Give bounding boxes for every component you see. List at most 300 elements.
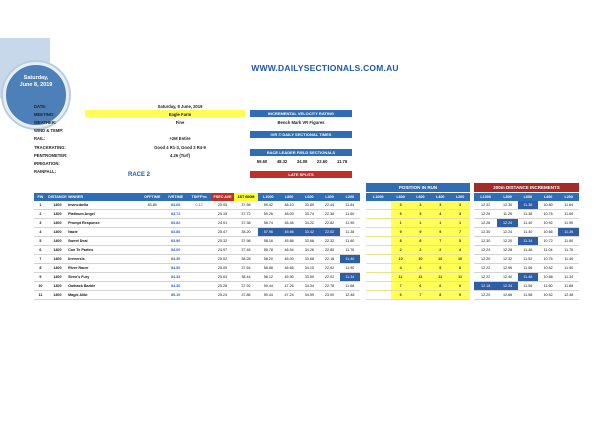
position-cell: 10 (391, 255, 411, 264)
result-cell-tdiff (187, 282, 210, 291)
increment-cell: 12.20 (474, 255, 497, 264)
position-row (366, 219, 470, 228)
distance-increments-header: 200m DISTANCE INCREMENTS (474, 183, 579, 192)
result-cell-l600: 33.68 (299, 255, 319, 264)
result-row[interactable] (34, 210, 360, 219)
result-cell-fsec: 25.28 (211, 282, 234, 291)
result-cell-ivr: 84.50 (164, 264, 187, 273)
position-row (366, 291, 470, 300)
result-cell-l200: 11.90 (340, 219, 360, 228)
result-cell-fsec: 25.47 (211, 228, 234, 237)
position-cell: 8 (391, 237, 411, 246)
result-cell-l200: 11.68 (340, 282, 360, 291)
increment-cell: 12.28 (474, 219, 497, 228)
position-cell (366, 264, 391, 273)
result-cell-l1000: 59.42 (258, 201, 279, 210)
result-cell-l200: 11.40 (340, 255, 360, 264)
position-column-header[interactable]: L1000 (366, 193, 391, 201)
result-cell-fin: 1 (34, 201, 47, 210)
position-header-row (366, 193, 470, 201)
increment-cell: 12.22 (474, 273, 497, 282)
result-cell-fsec: 24.97 (211, 246, 234, 255)
leader-split-l600: 34.09 (296, 159, 308, 164)
result-cell-l800: 46.66 (279, 264, 299, 273)
result-cell-l200: 11.34 (340, 273, 360, 282)
result-cell-ivr: 83.68 (164, 201, 187, 210)
result-cell-fin: 3 (34, 219, 47, 228)
info-value: 4.26 (Turf) (170, 152, 190, 158)
result-cell-ivr: 83.72 (164, 210, 187, 219)
position-cell (366, 273, 391, 282)
result-cell-fsec: 25.02 (211, 255, 234, 264)
result-cell-l1000: 58.74 (258, 219, 279, 228)
position-cell: 4 (450, 246, 470, 255)
late-splits-button[interactable]: LATE SPLITS (250, 171, 352, 178)
result-cell-tdiff (187, 246, 210, 255)
position-cell: 3 (430, 201, 450, 210)
increment-cell: 12.32 (474, 201, 497, 210)
info-label: WIND & TEMP: (34, 128, 64, 134)
result-cell-f600: 37.64 (234, 264, 257, 273)
results-column-header[interactable]: OFFTIME (141, 193, 164, 201)
increments-row (474, 201, 579, 210)
race-title: RACE 2 (128, 172, 151, 178)
result-cell-l800: 48.00 (279, 210, 299, 219)
position-cell: 7 (430, 237, 450, 246)
position-cell: 8 (450, 264, 470, 273)
position-cell (366, 246, 391, 255)
position-cell: 4 (411, 264, 431, 273)
position-cell: 1 (411, 219, 431, 228)
results-column-header[interactable]: FIN (34, 193, 47, 201)
result-cell-off (141, 219, 164, 228)
result-cell-fin: 4 (34, 228, 47, 237)
result-cell-l1000: 59.44 (258, 282, 279, 291)
position-cell: 7 (450, 228, 470, 237)
result-cell-off: 83.80 (141, 201, 164, 210)
result-cell-l400: 22.02 (319, 273, 339, 282)
result-cell-tdiff (187, 255, 210, 264)
increment-cell: 12.24 (497, 228, 518, 237)
result-cell-l800: 48.10 (279, 201, 299, 210)
position-cell (366, 219, 391, 228)
increment-cell: 11.52 (518, 255, 538, 264)
position-column-header[interactable]: L400 (430, 193, 450, 201)
result-row[interactable] (34, 201, 360, 210)
results-column-header[interactable]: TDIFF*m (187, 193, 210, 201)
result-cell-l800: 46.00 (279, 255, 299, 264)
result-cell-dist: 1400 (47, 264, 68, 273)
badge-line-1: Saturday, (23, 75, 49, 81)
position-row (366, 201, 470, 210)
info-label: DATE: (34, 104, 47, 109)
position-cell (366, 282, 391, 291)
increment-cell: 12.48 (558, 291, 579, 300)
result-cell-l400: 22.16 (319, 255, 339, 264)
result-cell-tdiff (187, 291, 210, 300)
result-cell-fsec: 25.05 (211, 201, 234, 210)
result-cell-f600: 37.72 (234, 210, 257, 219)
leader-split-l1000: 59.60 (256, 159, 268, 164)
results-column-header[interactable]: L1000 (258, 193, 279, 201)
position-cell: 10 (450, 255, 470, 264)
result-cell-l400: 22.36 (319, 210, 339, 219)
position-cell: 5 (450, 237, 470, 246)
info-label: RAIL: (34, 136, 46, 142)
position-cell: 6 (411, 282, 431, 291)
increment-cell: 11.40 (518, 219, 538, 228)
result-cell-ivr: 83.82 (164, 219, 187, 228)
result-cell-name: Irreversis (68, 255, 140, 264)
increment-cell: 11.04 (538, 246, 559, 255)
position-column-header[interactable]: L600 (411, 193, 431, 201)
result-cell-l400: 22.44 (319, 201, 339, 210)
info-label: TRACKRATING: (34, 144, 66, 150)
result-cell-l200: 11.90 (340, 264, 360, 273)
position-row (366, 255, 470, 264)
result-cell-l200: 11.60 (340, 210, 360, 219)
position-cell (366, 291, 391, 300)
position-cell: 4 (391, 264, 411, 273)
result-cell-fin: 5 (34, 237, 47, 246)
result-cell-name: Outback Barbie (68, 282, 140, 291)
increments-row (474, 255, 579, 264)
result-cell-l600: 34.10 (299, 264, 319, 273)
position-cell: 6 (450, 282, 470, 291)
result-cell-f600: 37.38 (234, 219, 257, 228)
result-cell-name: Con Te Partiro (68, 246, 140, 255)
result-cell-l800: 45.86 (279, 237, 299, 246)
position-cell: 6 (430, 282, 450, 291)
result-cell-tdiff (187, 237, 210, 246)
result-cell-off (141, 237, 164, 246)
position-row (366, 282, 470, 291)
result-cell-l200: 11.60 (340, 237, 360, 246)
position-cell: 1 (391, 219, 411, 228)
increment-cell: 12.30 (474, 237, 497, 246)
position-cell: 11 (411, 273, 431, 282)
result-cell-f600: 37.92 (234, 282, 257, 291)
info-value: Saturday, 8 June, 2019 (157, 104, 203, 109)
result-cell-off (141, 282, 164, 291)
result-cell-l600: 33.66 (299, 237, 319, 246)
ivr-button[interactable]: IVR © DAILY SECTIONAL TIMES (250, 131, 352, 138)
result-cell-l1000: 58.20 (258, 255, 279, 264)
result-cell-fin: 7 (34, 255, 47, 264)
position-cell: 1 (450, 219, 470, 228)
increments-column-header[interactable]: L1000 (474, 193, 497, 201)
results-column-header[interactable]: L200 (340, 193, 360, 201)
increment-cell: 11.48 (518, 273, 538, 282)
result-cell-l200: 12.48 (340, 291, 360, 300)
position-cell: 10 (430, 255, 450, 264)
result-cell-fin: 2 (34, 210, 47, 219)
site-title[interactable]: WWW.DAILYSECTIONALS.COM.AU (251, 63, 399, 73)
result-cell-fin: 11 (34, 291, 47, 300)
results-column-header[interactable]: WINNER (68, 193, 140, 201)
results-column-header[interactable]: 1ST 600M (234, 193, 257, 201)
increment-cell: 10.76 (538, 255, 559, 264)
result-cell-name: Sweet Deal (68, 237, 140, 246)
result-row[interactable] (34, 282, 360, 291)
position-cell: 11 (430, 273, 450, 282)
increment-cell: 11.56 (518, 264, 538, 273)
result-cell-fin: 10 (34, 282, 47, 291)
increments-row (474, 273, 579, 282)
result-cell-dist: 1400 (47, 228, 68, 237)
position-cell: 2 (430, 246, 450, 255)
result-cell-l400: 23.00 (319, 291, 339, 300)
info-label: WEATHER: (34, 120, 57, 126)
result-cell-name: Invincibella (68, 201, 140, 210)
increment-cell: 12.66 (497, 291, 518, 300)
increment-cell: 12.32 (497, 255, 518, 264)
position-cell (366, 201, 391, 210)
result-cell-f600: 37.98 (234, 237, 257, 246)
result-cell-l800: 47.26 (279, 282, 299, 291)
result-row[interactable] (34, 228, 360, 237)
result-cell-fin: 6 (34, 246, 47, 255)
result-cell-tdiff (187, 228, 210, 237)
increment-cell: 10.62 (538, 264, 559, 273)
info-label: MEETING: (34, 112, 55, 118)
result-cell-dist: 1400 (47, 291, 68, 300)
race-leader-button[interactable]: RACE LEADER FIELD SECTIONALS (250, 149, 352, 156)
info-value: +2M Entire (169, 136, 191, 142)
increment-cell: 10.66 (538, 228, 559, 237)
results-column-header[interactable]: IVRTIME (164, 193, 187, 201)
position-row (366, 210, 470, 219)
result-cell-l400: 22.82 (319, 219, 339, 228)
results-column-header[interactable]: L600 (299, 193, 319, 201)
increment-cell: 11.38 (518, 210, 538, 219)
result-cell-l400: 22.78 (319, 282, 339, 291)
date-badge (8, 75, 64, 89)
result-cell-off (141, 264, 164, 273)
increment-cell: 12.30 (474, 228, 497, 237)
result-cell-l800: 46.54 (279, 246, 299, 255)
increment-cell: 11.26 (497, 210, 518, 219)
result-cell-l200: 11.64 (340, 201, 360, 210)
position-cell: 5 (430, 264, 450, 273)
position-cell: 11 (391, 273, 411, 282)
position-cell (366, 210, 391, 219)
position-cell (366, 228, 391, 237)
position-cell: 5 (391, 210, 411, 219)
result-cell-l200: 11.76 (340, 246, 360, 255)
increments-row (474, 291, 579, 300)
position-cell: 8 (430, 291, 450, 300)
result-cell-l1000: 57.96 (258, 228, 279, 237)
results-column-header[interactable]: L800 (279, 193, 299, 201)
result-cell-l400: 22.02 (319, 228, 339, 237)
result-cell-name: Siren's Fury (68, 273, 140, 282)
result-cell-off (141, 228, 164, 237)
result-cell-f600: 38.44 (234, 273, 257, 282)
result-cell-l800: 45.90 (279, 273, 299, 282)
increments-column-header[interactable]: L800 (497, 193, 518, 201)
info-label: PENTROMETER: (34, 152, 68, 158)
position-row (366, 246, 470, 255)
benchmark-link[interactable]: Bench Mark VR Figures (277, 120, 325, 125)
result-cell-ivr: 84.30 (164, 255, 187, 264)
result-cell-f600: 37.46 (234, 246, 257, 255)
position-cell: 2 (391, 246, 411, 255)
increment-cell: 12.20 (474, 291, 497, 300)
result-cell-l400: 22.62 (319, 264, 339, 273)
increment-cell: 10.52 (538, 291, 559, 300)
increment-cell: 11.34 (518, 237, 538, 246)
increments-table (474, 193, 579, 300)
result-cell-l600: 33.50 (299, 273, 319, 282)
increments-row (474, 228, 579, 237)
increment-cell: 12.40 (497, 273, 518, 282)
results-column-header[interactable]: L400 (319, 193, 339, 201)
result-cell-fsec: 25.24 (211, 291, 234, 300)
position-column-header[interactable]: L800 (391, 193, 411, 201)
increments-column-header[interactable]: L200 (558, 193, 579, 201)
increments-column-header[interactable]: L400 (538, 193, 559, 201)
result-cell-name: Platinum Angel (68, 210, 140, 219)
result-cell-ivr: 85.10 (164, 291, 187, 300)
increments-row (474, 282, 579, 291)
results-table (34, 193, 360, 300)
result-cell-ivr: 83.86 (164, 228, 187, 237)
increment-cell: 10.92 (538, 219, 559, 228)
increment-cell: 12.28 (497, 246, 518, 255)
result-cell-l800: 45.66 (279, 228, 299, 237)
result-cell-f600: 37.86 (234, 291, 257, 300)
result-cell-l1000: 58.16 (258, 237, 279, 246)
date-badge-circle (3, 62, 69, 128)
result-cell-fsec: 25.09 (211, 264, 234, 273)
increment-cell: 11.34 (558, 273, 579, 282)
results-column-header[interactable]: DISTANCE (48, 195, 67, 199)
position-cell: 11 (450, 273, 470, 282)
result-cell-fsec: 25.32 (211, 237, 234, 246)
result-cell-l800: 47.24 (279, 291, 299, 300)
result-cell-fsec: 25.63 (211, 273, 234, 282)
position-cell: 4 (430, 210, 450, 219)
increment-cell: 10.72 (538, 237, 559, 246)
result-cell-l1000: 59.26 (258, 210, 279, 219)
position-cell (366, 255, 391, 264)
result-cell-f600: 38.28 (234, 255, 257, 264)
increment-cell: 10.76 (538, 210, 559, 219)
increments-row (474, 264, 579, 273)
increments-header-row (474, 193, 579, 201)
position-cell: 9 (411, 228, 431, 237)
increment-cell: 12.24 (497, 219, 518, 228)
result-cell-l600: 33.80 (299, 201, 319, 210)
result-cell-l1000: 58.12 (258, 273, 279, 282)
result-cell-l600: 33.74 (299, 210, 319, 219)
position-cell: 6 (391, 291, 411, 300)
increment-cell: 12.26 (474, 210, 497, 219)
position-row (366, 228, 470, 237)
increment-cell: 12.18 (474, 282, 497, 291)
position-cell: 3 (391, 201, 411, 210)
result-cell-f600: 38.20 (234, 228, 257, 237)
incremental-velocity-button[interactable]: INCREMENTAL VELOCITY RATING (250, 110, 352, 117)
result-cell-l600: 34.22 (299, 219, 319, 228)
position-row (366, 237, 470, 246)
increment-cell: 11.56 (518, 282, 538, 291)
result-cell-l1000: 58.78 (258, 246, 279, 255)
info-label: IRRIGATION: (34, 160, 60, 166)
increments-row (474, 237, 579, 246)
result-row[interactable] (34, 291, 360, 300)
increments-column-header[interactable]: L600 (518, 193, 538, 201)
result-cell-off (141, 210, 164, 219)
result-cell-ivr: 83.96 (164, 237, 187, 246)
info-value: Good 4 R1-3, Good 3 R4-9 (154, 144, 206, 150)
badge-line-2: June 8, 2019 (19, 82, 53, 88)
position-cell: 7 (411, 291, 431, 300)
increment-cell: 12.22 (474, 264, 497, 273)
result-cell-name: Nazie (68, 228, 140, 237)
increment-cell: 11.90 (558, 264, 579, 273)
result-cell-l200: 11.36 (340, 228, 360, 237)
increment-cell: 11.58 (518, 291, 538, 300)
position-cell: 3 (450, 210, 470, 219)
result-row[interactable] (34, 246, 360, 255)
result-row[interactable] (34, 219, 360, 228)
increment-cell: 12.56 (497, 264, 518, 273)
result-cell-tdiff: 0.12 (187, 201, 210, 210)
result-cell-l1000: 58.88 (258, 264, 279, 273)
result-cell-l400: 22.80 (319, 246, 339, 255)
result-row[interactable] (34, 273, 360, 282)
result-cell-name: Prompt Response (68, 219, 140, 228)
increment-cell: 10.68 (538, 273, 559, 282)
result-row[interactable] (34, 264, 360, 273)
result-cell-off (141, 291, 164, 300)
position-column-header[interactable]: L200 (450, 193, 470, 201)
result-cell-dist: 1400 (47, 273, 68, 282)
result-cell-tdiff (187, 264, 210, 273)
result-cell-ivr: 84.30 (164, 282, 187, 291)
info-value: Eagle Farm (168, 112, 192, 118)
leader-split-l800: 48.32 (276, 159, 288, 164)
position-cell: 8 (411, 237, 431, 246)
increment-cell: 11.90 (558, 219, 579, 228)
position-cell: 7 (391, 282, 411, 291)
position-cell: 9 (450, 291, 470, 300)
result-cell-off (141, 246, 164, 255)
result-cell-dist: 1400 (47, 282, 68, 291)
position-cell: 9 (391, 228, 411, 237)
position-cell: 9 (430, 228, 450, 237)
increments-row (474, 210, 579, 219)
info-value: Fine (175, 120, 185, 126)
result-cell-dist: 1400 (47, 210, 68, 219)
result-cell-fsec: 24.91 (211, 219, 234, 228)
position-cell: 2 (411, 246, 431, 255)
leader-split-l400: 22.60 (316, 159, 328, 164)
leader-splits (252, 159, 352, 164)
result-cell-ivr: 84.00 (164, 246, 187, 255)
increment-cell: 11.60 (558, 210, 579, 219)
result-cell-dist: 1400 (47, 246, 68, 255)
result-row[interactable] (34, 237, 360, 246)
results-column-header[interactable]: FSEC AVE (211, 193, 234, 201)
result-cell-off (141, 273, 164, 282)
increment-cell: 10.80 (538, 201, 559, 210)
increment-cell: 11.60 (558, 237, 579, 246)
result-row[interactable] (34, 255, 360, 264)
result-cell-l400: 22.32 (319, 237, 339, 246)
